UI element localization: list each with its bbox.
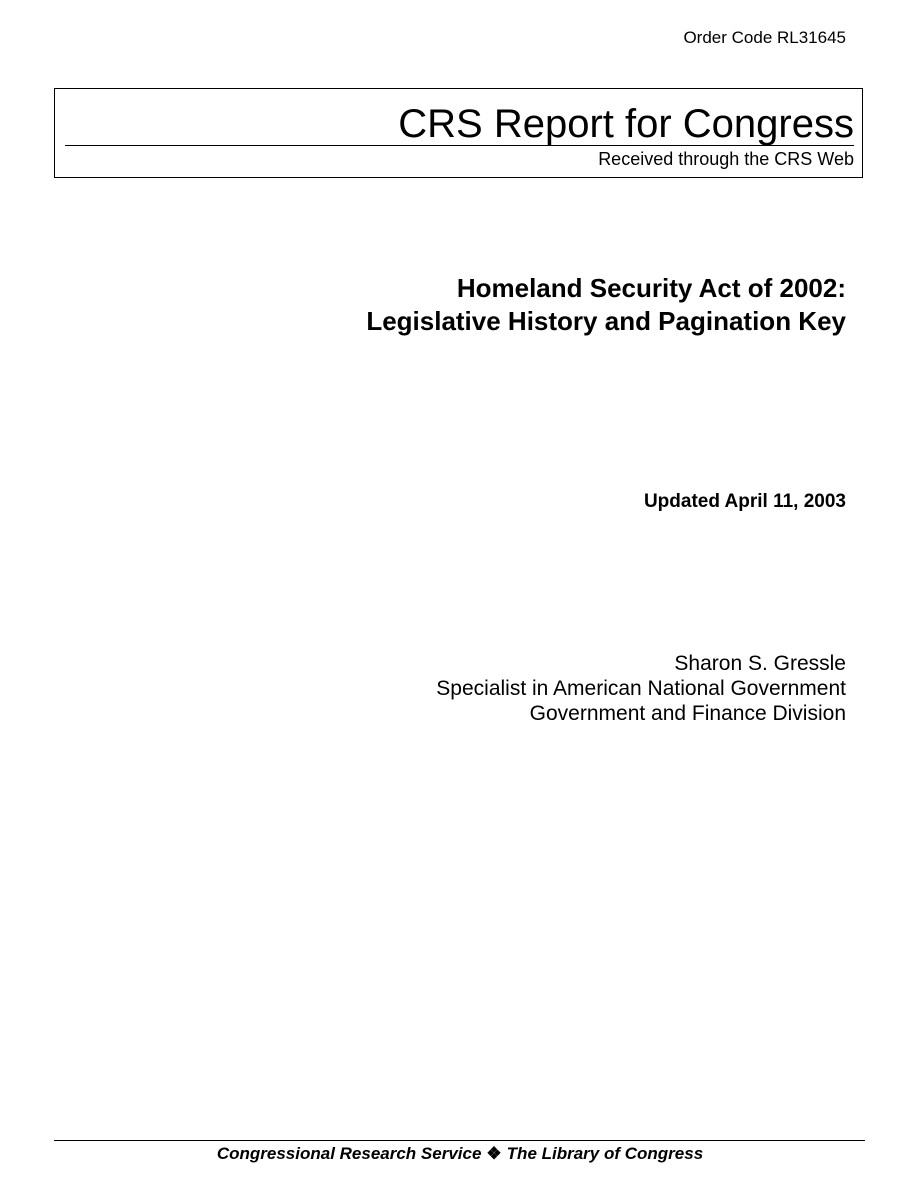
report-title-line-1: Homeland Security Act of 2002: [456, 273, 846, 303]
author-division: Government and Finance Division [529, 702, 846, 725]
banner-divider [65, 145, 854, 146]
report-title-line-2: Legislative History and Pagination Key [366, 306, 846, 336]
author-info [436, 651, 846, 726]
updated-date: Updated April 11, 2003 [643, 491, 846, 512]
author-position: Specialist in American National Government [436, 677, 846, 700]
author-name: Sharon S. Gressle [674, 652, 846, 675]
footer-organization: Congressional Research Service [216, 1144, 482, 1163]
report-banner [54, 88, 863, 178]
footer-divider [54, 1140, 865, 1141]
footer [0, 1143, 920, 1165]
four-diamond-ornament-icon: ❖ [486, 1144, 502, 1163]
banner-subtitle: Received through the CRS Web [598, 149, 854, 169]
order-code: Order Code RL31645 [683, 28, 846, 47]
banner-title: CRS Report for Congress [398, 102, 854, 146]
report-title [366, 272, 846, 338]
footer-library: The Library of Congress [506, 1144, 704, 1163]
